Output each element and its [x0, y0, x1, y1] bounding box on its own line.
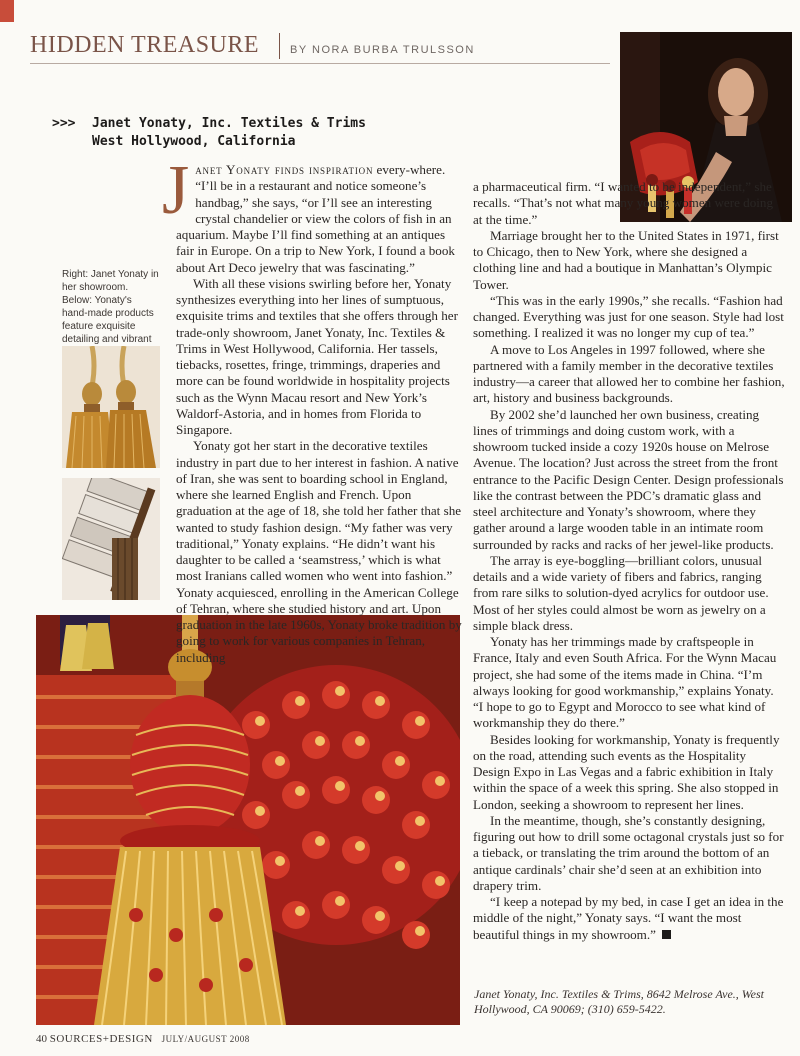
paragraph-6: “This was in the early 1990s,” she recalls. “Fashion had changed. Everything was just for one season. Style had lost something. I realized it was no longer my cup of tea.”	[473, 292, 784, 341]
header-rule	[30, 63, 610, 64]
paragraph-4: a pharmaceutical firm. “I wanted to be independent,” she recalls. “That’s not what many young women were doing at the time.”	[473, 179, 773, 227]
paragraph-13: “I keep a notepad by my bed, in case I get an idea in the middle of the night,” Yonaty says. “I want the most beautiful things in my showroom.”	[473, 894, 784, 942]
page-footer	[36, 1033, 250, 1045]
paragraph-10: Yonaty has her trimmings made by craftspeople in France, Italy and even South Africa. For the Wynn Macau project, she had some of the items made in China. “I’m always looking for good workmanship,” explains Yonaty. “I hope to go to Egypt and Morocco to see what kind of workmanship they do there.”	[473, 634, 777, 731]
paragraph-12: In the meantime, though, she’s constantly designing, figuring out how to drill some octagonal crystals just so for a tieback, or translating the trim around the bottom of an antique cardinals’ chair she’d seen at an exhibition into drapery trim.	[473, 812, 784, 893]
header-divider	[279, 33, 280, 59]
paragraph-3: Yonaty got her start in the decorative textiles industry in part due to her interest in fashion. A native of Iran, she was sent to boarding school in England, where she learned English and French. Upon graduation at the age of 18, she told her father that she wanted to study fashion design. “My father was very traditional,” Yonaty explains. “He didn’t want his daughter to be called a ‘seamstress,’ which is what most Iranians called women who went into fashion.” Yonaty acquiesced, enrolling in the American College of Tehran, where she studied history and art. Upon graduation in the late 1960s, Yonaty broke tradition by going to work for various companies in Tehran, including	[176, 438, 462, 665]
lead-in: anet Yonaty finds inspiration	[195, 162, 374, 177]
magazine-name: SOURCES+DESIGN	[49, 1033, 153, 1045]
trim-detail-photo	[62, 478, 160, 600]
contact-address: Janet Yonaty, Inc. Textiles & Trims, 8642 Melrose Ave., West Hollywood, CA 90069; (310) 659-5422.	[474, 987, 764, 1016]
section-title: HIDDEN TREASURE	[30, 32, 260, 58]
paragraph-9: The array is eye-boggling—brilliant colors, unusual details and a wide variety of fibers and fabrics, ranging from rare silks to solution-dyed acrylics for outdoor use. Most of her styles could almost be worn as jewelry on a simple black dress.	[473, 552, 769, 633]
paragraph-11: Besides looking for workmanship, Yonaty is frequently on the road, attending such events as the Hospitality Design Expo in Las Vegas and a fabric exhibition in Italy within the space of a week this spring. She also stopped in London, seeking a showroom to represent her lines.	[473, 731, 780, 812]
drop-cap: J	[162, 152, 190, 229]
tassel-detail-photo	[62, 346, 160, 468]
page-number: 40	[36, 1033, 47, 1045]
subtitle-location: West Hollywood, California	[92, 134, 296, 149]
caption-right: Right: Janet Yonaty in her showroom.	[62, 269, 159, 293]
article-column-1	[162, 152, 466, 666]
caption-below: Below: Yonaty's hand-made products feature exquisite detailing and vibrant	[62, 295, 154, 345]
issue-date: JULY/AUGUST 2008	[161, 1034, 250, 1044]
paragraph-1: Janet Yonaty finds inspiration every-where. “I’ll be in a restaurant and notice someone’s handbag,” she says, “or I’ll see an interesting crystal chandelier or view the colors of fish in an aquarium. Maybe I’ll find something at an antiques fair in Europe. On a trip to New York, I found a book about Art Deco jewelry that was fascinating.”	[162, 152, 455, 275]
subtitle-company: Janet Yonaty, Inc. Textiles & Trims	[92, 116, 366, 131]
article-subtitle	[52, 115, 366, 151]
subtitle-arrows: >>>	[52, 116, 76, 131]
paragraph-2: With all these visions swirling before her, Yonaty synthesizes everything into her lines of sumptuous, exquisite trims and textiles that she offers through her trade-only showroom, Janet Yonaty, Inc. Textiles & Trims in West Hollywood, California. Her tassels, tiebacks, rosettes, fringe, trimmings, draperies and more can be found worldwide in hospitality projects such as the Wynn Macau resort and New York’s Waldorf-Astoria, and in homes from Florida to Singapore.	[176, 275, 458, 437]
paragraph-7: A move to Los Angeles in 1997 followed, where she partnered with a family member in the decorative textiles industry—a career that allowed her to combine her fashion, art, history and business backgrounds.	[473, 341, 785, 406]
main-textile-photo	[36, 615, 460, 1025]
corner-color-tab	[0, 0, 14, 22]
byline: BY NORA BURBA TRULSSON	[290, 44, 475, 56]
paragraph-8: By 2002 she’d launched her own business, creating lines of trimmings and doing custom work, with a showroom tucked inside a cozy 1920s house on Melrose Avenue. The location? Just across the street from the front entrance to the Pacific Design Center. Design professionals like the contrast between the PDC’s dramatic glass and steel architecture and Yonaty’s showroom, where they gather around a large wooden table in an intimate room surrounded by racks and racks of her jewel-like products.	[473, 406, 784, 552]
paragraph-5: Marriage brought her to the United States in 1971, first to Chicago, then to New York, where she designed a clothing line and had a boutique in Manhattan’s Olympic Tower.	[473, 227, 779, 292]
article-column-2	[473, 179, 785, 943]
end-mark	[662, 930, 671, 939]
